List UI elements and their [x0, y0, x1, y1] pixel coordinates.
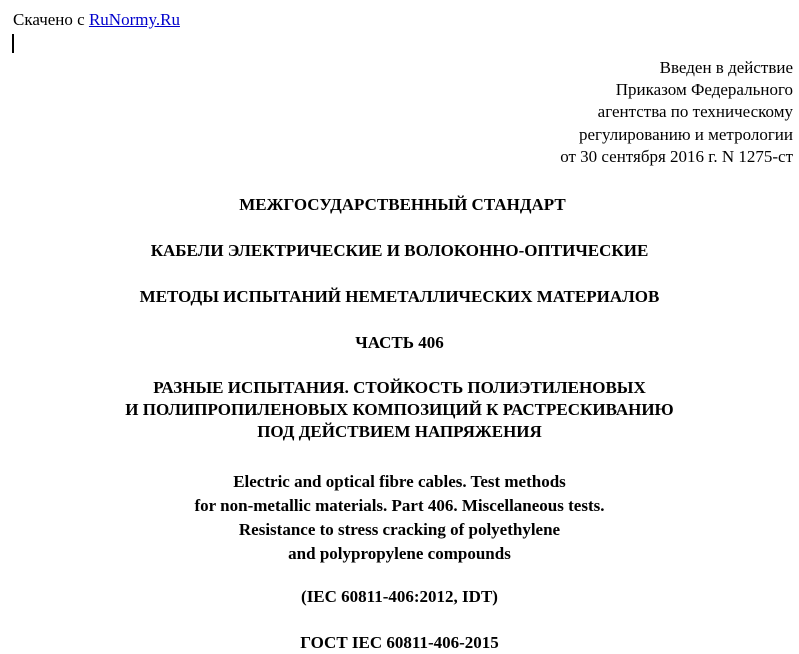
decree-line: регулированию и метрологии: [578, 124, 793, 144]
source-line: [13, 9, 180, 31]
decree-block: [560, 57, 793, 168]
part-heading: [0, 331, 799, 354]
decree-line: от 30 сентября 2016 г. N 1275-ст: [560, 146, 793, 166]
title-line-1: [0, 239, 799, 262]
decree-line: Введен в действие: [659, 58, 793, 77]
iec-reference-text: (IEC 60811-406:2012, IDT): [301, 587, 498, 606]
english-title-line: Electric and optical fibre cables. Test methods: [233, 472, 566, 491]
english-title: [0, 470, 799, 566]
english-title-line: for non-metallic materials. Part 406. Miscellaneous tests.: [194, 496, 605, 515]
english-title-line: and polypropylene compounds: [288, 544, 511, 563]
subtitle-line: РАЗНЫЕ ИСПЫТАНИЯ. СТОЙКОСТЬ ПОЛИЭТИЛЕНОВЫХ: [153, 378, 646, 397]
source-link[interactable]: RuNormy.Ru: [88, 10, 180, 29]
gost-number-text: ГОСТ IEC 60811-406-2015: [300, 633, 499, 652]
title-line-1-text: КАБЕЛИ ЭЛЕКТРИЧЕСКИЕ И ВОЛОКОННО-ОПТИЧЕСКИЕ: [150, 241, 649, 260]
decree-line: Приказом Федерального: [615, 80, 793, 100]
iec-reference: [0, 585, 799, 608]
subtitle-line: ПОД ДЕЙСТВИЕМ НАПРЯЖЕНИЯ: [257, 422, 542, 441]
decree-line: агентства по техническому: [597, 102, 793, 122]
subtitle-line: И ПОЛИПРОПИЛЕНОВЫХ КОМПОЗИЦИЙ К РАСТРЕСКИВАНИЮ: [125, 400, 674, 419]
part-text: ЧАСТЬ 406: [355, 333, 444, 352]
standard-type-heading: [3, 193, 799, 216]
title-line-2-text: МЕТОДЫ ИСПЫТАНИЙ НЕМЕТАЛЛИЧЕСКИХ МАТЕРИАЛОВ: [139, 287, 660, 306]
subtitle-heading: [0, 377, 799, 443]
text-cursor: [12, 34, 14, 53]
standard-type-text: МЕЖГОСУДАРСТВЕННЫЙ СТАНДАРТ: [239, 195, 566, 214]
english-title-line: Resistance to stress cracking of polyethylene: [238, 520, 561, 539]
title-line-2: [0, 285, 799, 308]
gost-number: [0, 631, 799, 654]
source-prefix: Скачено с: [13, 10, 89, 29]
